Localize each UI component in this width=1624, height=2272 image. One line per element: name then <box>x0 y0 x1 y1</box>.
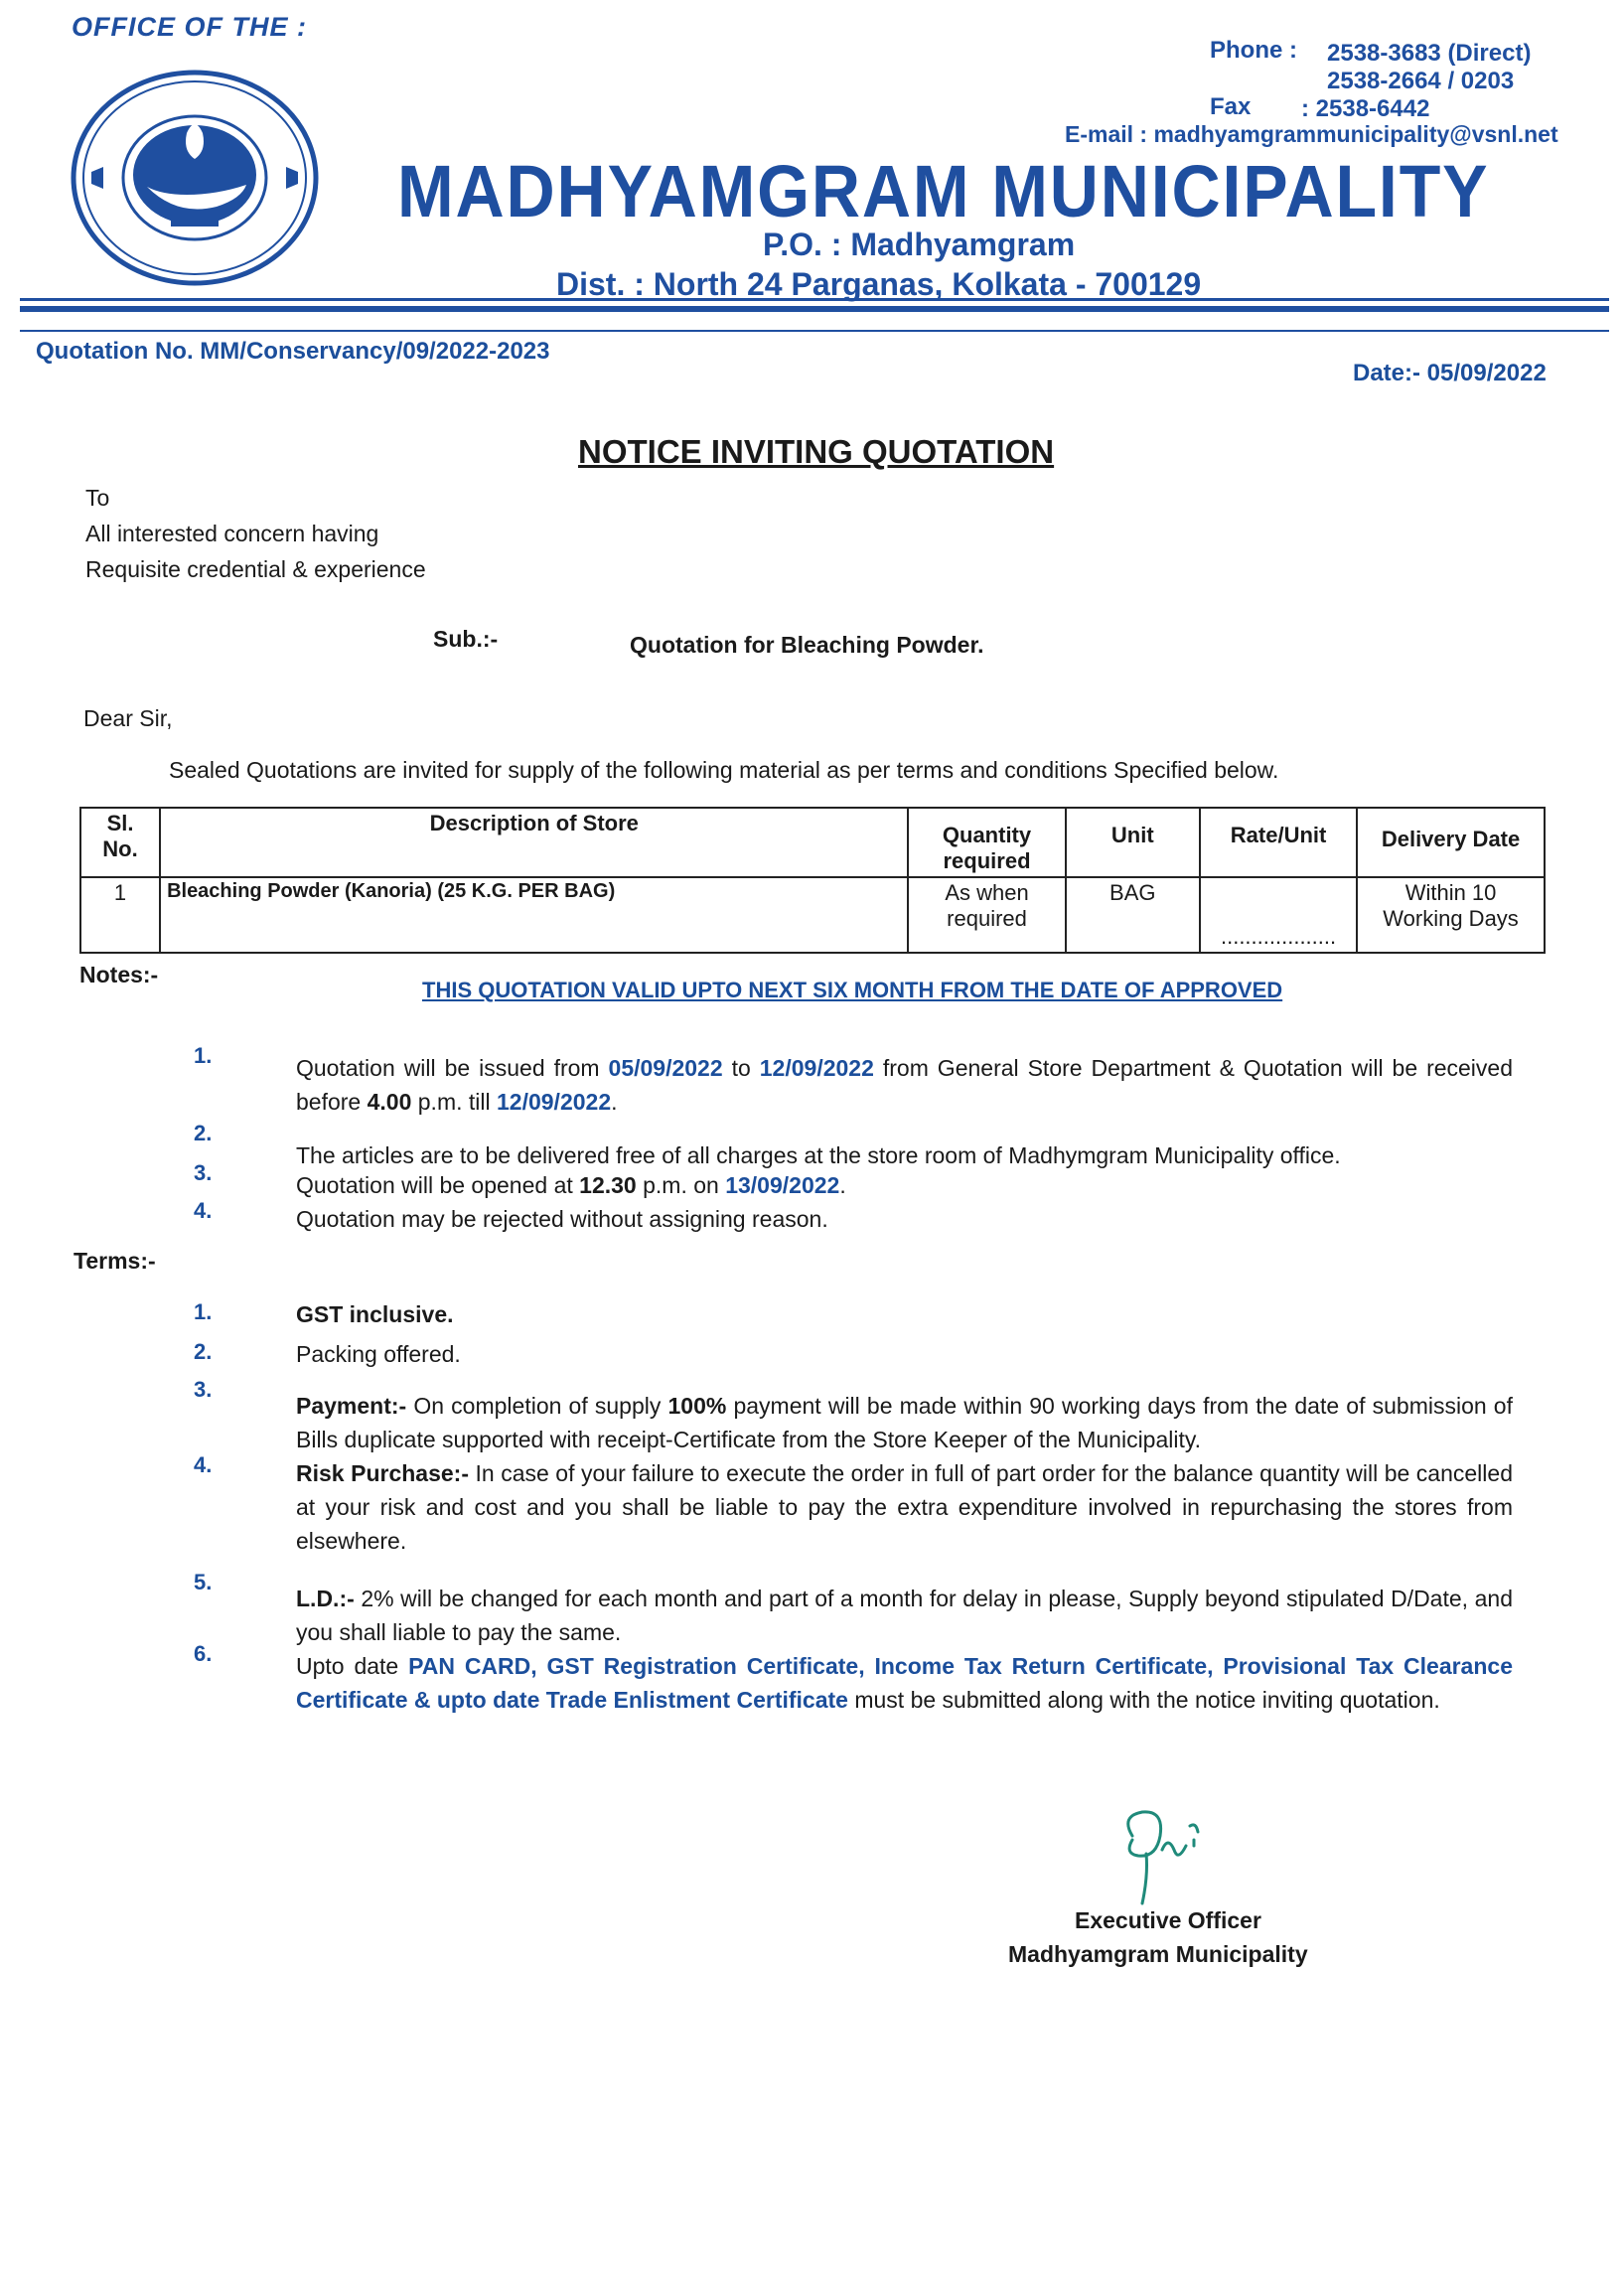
page-title: NOTICE INVITING QUOTATION <box>578 433 1055 470</box>
note-item: Quotation will be issued from 05/09/2022 to 12/09/2022 from General Store Department & Quotation will be received before 4.00 p.m. till 12/09/2022. <box>296 1055 1513 1115</box>
fax-value: : 2538-6442 <box>1301 95 1430 122</box>
header-divider-top <box>20 298 1609 301</box>
row-unit: BAG <box>1066 877 1200 953</box>
term-number: 6. <box>194 1641 213 1666</box>
term-item: GST inclusive. <box>296 1301 454 1327</box>
note-item: The articles are to be delivered free of all charges at the store room of Madhymgram Municipality office. <box>296 1142 1341 1168</box>
note-item: Quotation will be opened at 12.30 p.m. on 13/09/2022. <box>296 1172 846 1198</box>
district-address: Dist. : North 24 Parganas, Kolkata - 700129 <box>556 266 1202 302</box>
store-table <box>79 807 1546 954</box>
note-number: 1. <box>194 1043 213 1068</box>
header-unit: Unit <box>1066 808 1200 877</box>
header-divider-thick <box>20 306 1609 312</box>
handwritten-signature <box>1103 1806 1212 1915</box>
subject-label: Sub.:- <box>433 626 499 652</box>
phone-direct: 2538-3683 (Direct) <box>1327 40 1532 67</box>
notes-label: Notes:- <box>79 962 159 987</box>
term-number: 2. <box>194 1339 213 1364</box>
po-address: P.O. : Madhyamgram <box>763 227 1076 262</box>
term-item: Payment:- On completion of supply 100% payment will be made within 90 working days from the date of submission of Bills duplicate supported with receipt-Certificate from the Store Keeper of the Municipality. <box>296 1393 1513 1452</box>
row-rate: ................... <box>1200 877 1357 953</box>
validity-notice: THIS QUOTATION VALID UPTO NEXT SIX MONTH FROM THE DATE OF APPROVED <box>422 978 1283 1002</box>
row-quantity: As when required <box>908 877 1065 953</box>
office-of-label: OFFICE OF THE : <box>72 12 307 42</box>
salutation: Dear Sir, <box>83 705 173 731</box>
to-recipients: All interested concern having <box>85 521 379 546</box>
phone-other: 2538-2664 / 0203 <box>1327 68 1515 94</box>
header-rate: Rate/Unit <box>1200 808 1357 877</box>
municipality-name: MADHYAMGRAM MUNICIPALITY <box>397 150 1490 232</box>
term-number: 3. <box>194 1377 213 1402</box>
header-sl-no: Sl. No. <box>80 808 160 877</box>
term-item: Packing offered. <box>296 1341 461 1367</box>
intro-paragraph: Sealed Quotations are invited for supply of the following material as per terms and conditions Specified below. <box>169 757 1279 783</box>
row-delivery: Within 10 Working Days <box>1357 877 1545 953</box>
term-number: 5. <box>194 1570 213 1594</box>
terms-label: Terms:- <box>74 1248 156 1274</box>
header-quantity: Quantity required <box>908 808 1065 877</box>
note-number: 2. <box>194 1121 213 1145</box>
term-number: 1. <box>194 1299 213 1324</box>
term-item: Risk Purchase:- In case of your failure to execute the order in full of part order for the balance quantity will be cancelled at your risk and cost and you shall be liable to pay the extra expenditure involved in repurchasing the stores from elsewhere. <box>296 1460 1513 1554</box>
email-address: E-mail : madhyamgrammunicipality@vsnl.net <box>1065 121 1558 147</box>
to-credentials: Requisite credential & experience <box>85 556 426 582</box>
header-delivery: Delivery Date <box>1357 808 1545 877</box>
term-item: L.D.:- 2% will be changed for each month and part of a month for delay in please, Supply beyond stipulated D/Date, and you shall liable to pay the same. <box>296 1586 1513 1645</box>
term-number: 4. <box>194 1452 213 1477</box>
to-line: To <box>85 485 110 511</box>
note-item: Quotation may be rejected without assigning reason. <box>296 1206 828 1232</box>
signatory-org: Madhyamgram Municipality <box>1008 1941 1308 1967</box>
quotation-number: Quotation No. MM/Conservancy/09/2022-2023 <box>36 338 550 365</box>
row-description: Bleaching Powder (Kanoria) (25 K.G. PER BAG) <box>160 877 908 953</box>
note-number: 4. <box>194 1198 213 1223</box>
row-sl-no: 1 <box>80 877 160 953</box>
term-item: Upto date PAN CARD, GST Registration Certificate, Income Tax Return Certificate, Provisional Tax Clearance Certificate & upto date Trade Enlistment Certificate must be submitted along with the notice inviting quotation. <box>296 1653 1513 1713</box>
phone-label: Phone : <box>1210 37 1297 64</box>
notice-date: Date:- 05/09/2022 <box>1353 360 1547 386</box>
table-row <box>80 877 1545 953</box>
header-description: Description of Store <box>160 808 908 877</box>
municipality-seal <box>68 68 322 288</box>
signatory-title: Executive Officer <box>1075 1907 1261 1933</box>
subject-text: Quotation for Bleaching Powder. <box>630 632 984 658</box>
fax-label: Fax <box>1210 93 1252 120</box>
table-header-row <box>80 808 1545 877</box>
note-number: 3. <box>194 1160 213 1185</box>
header-divider-bottom <box>20 330 1609 332</box>
